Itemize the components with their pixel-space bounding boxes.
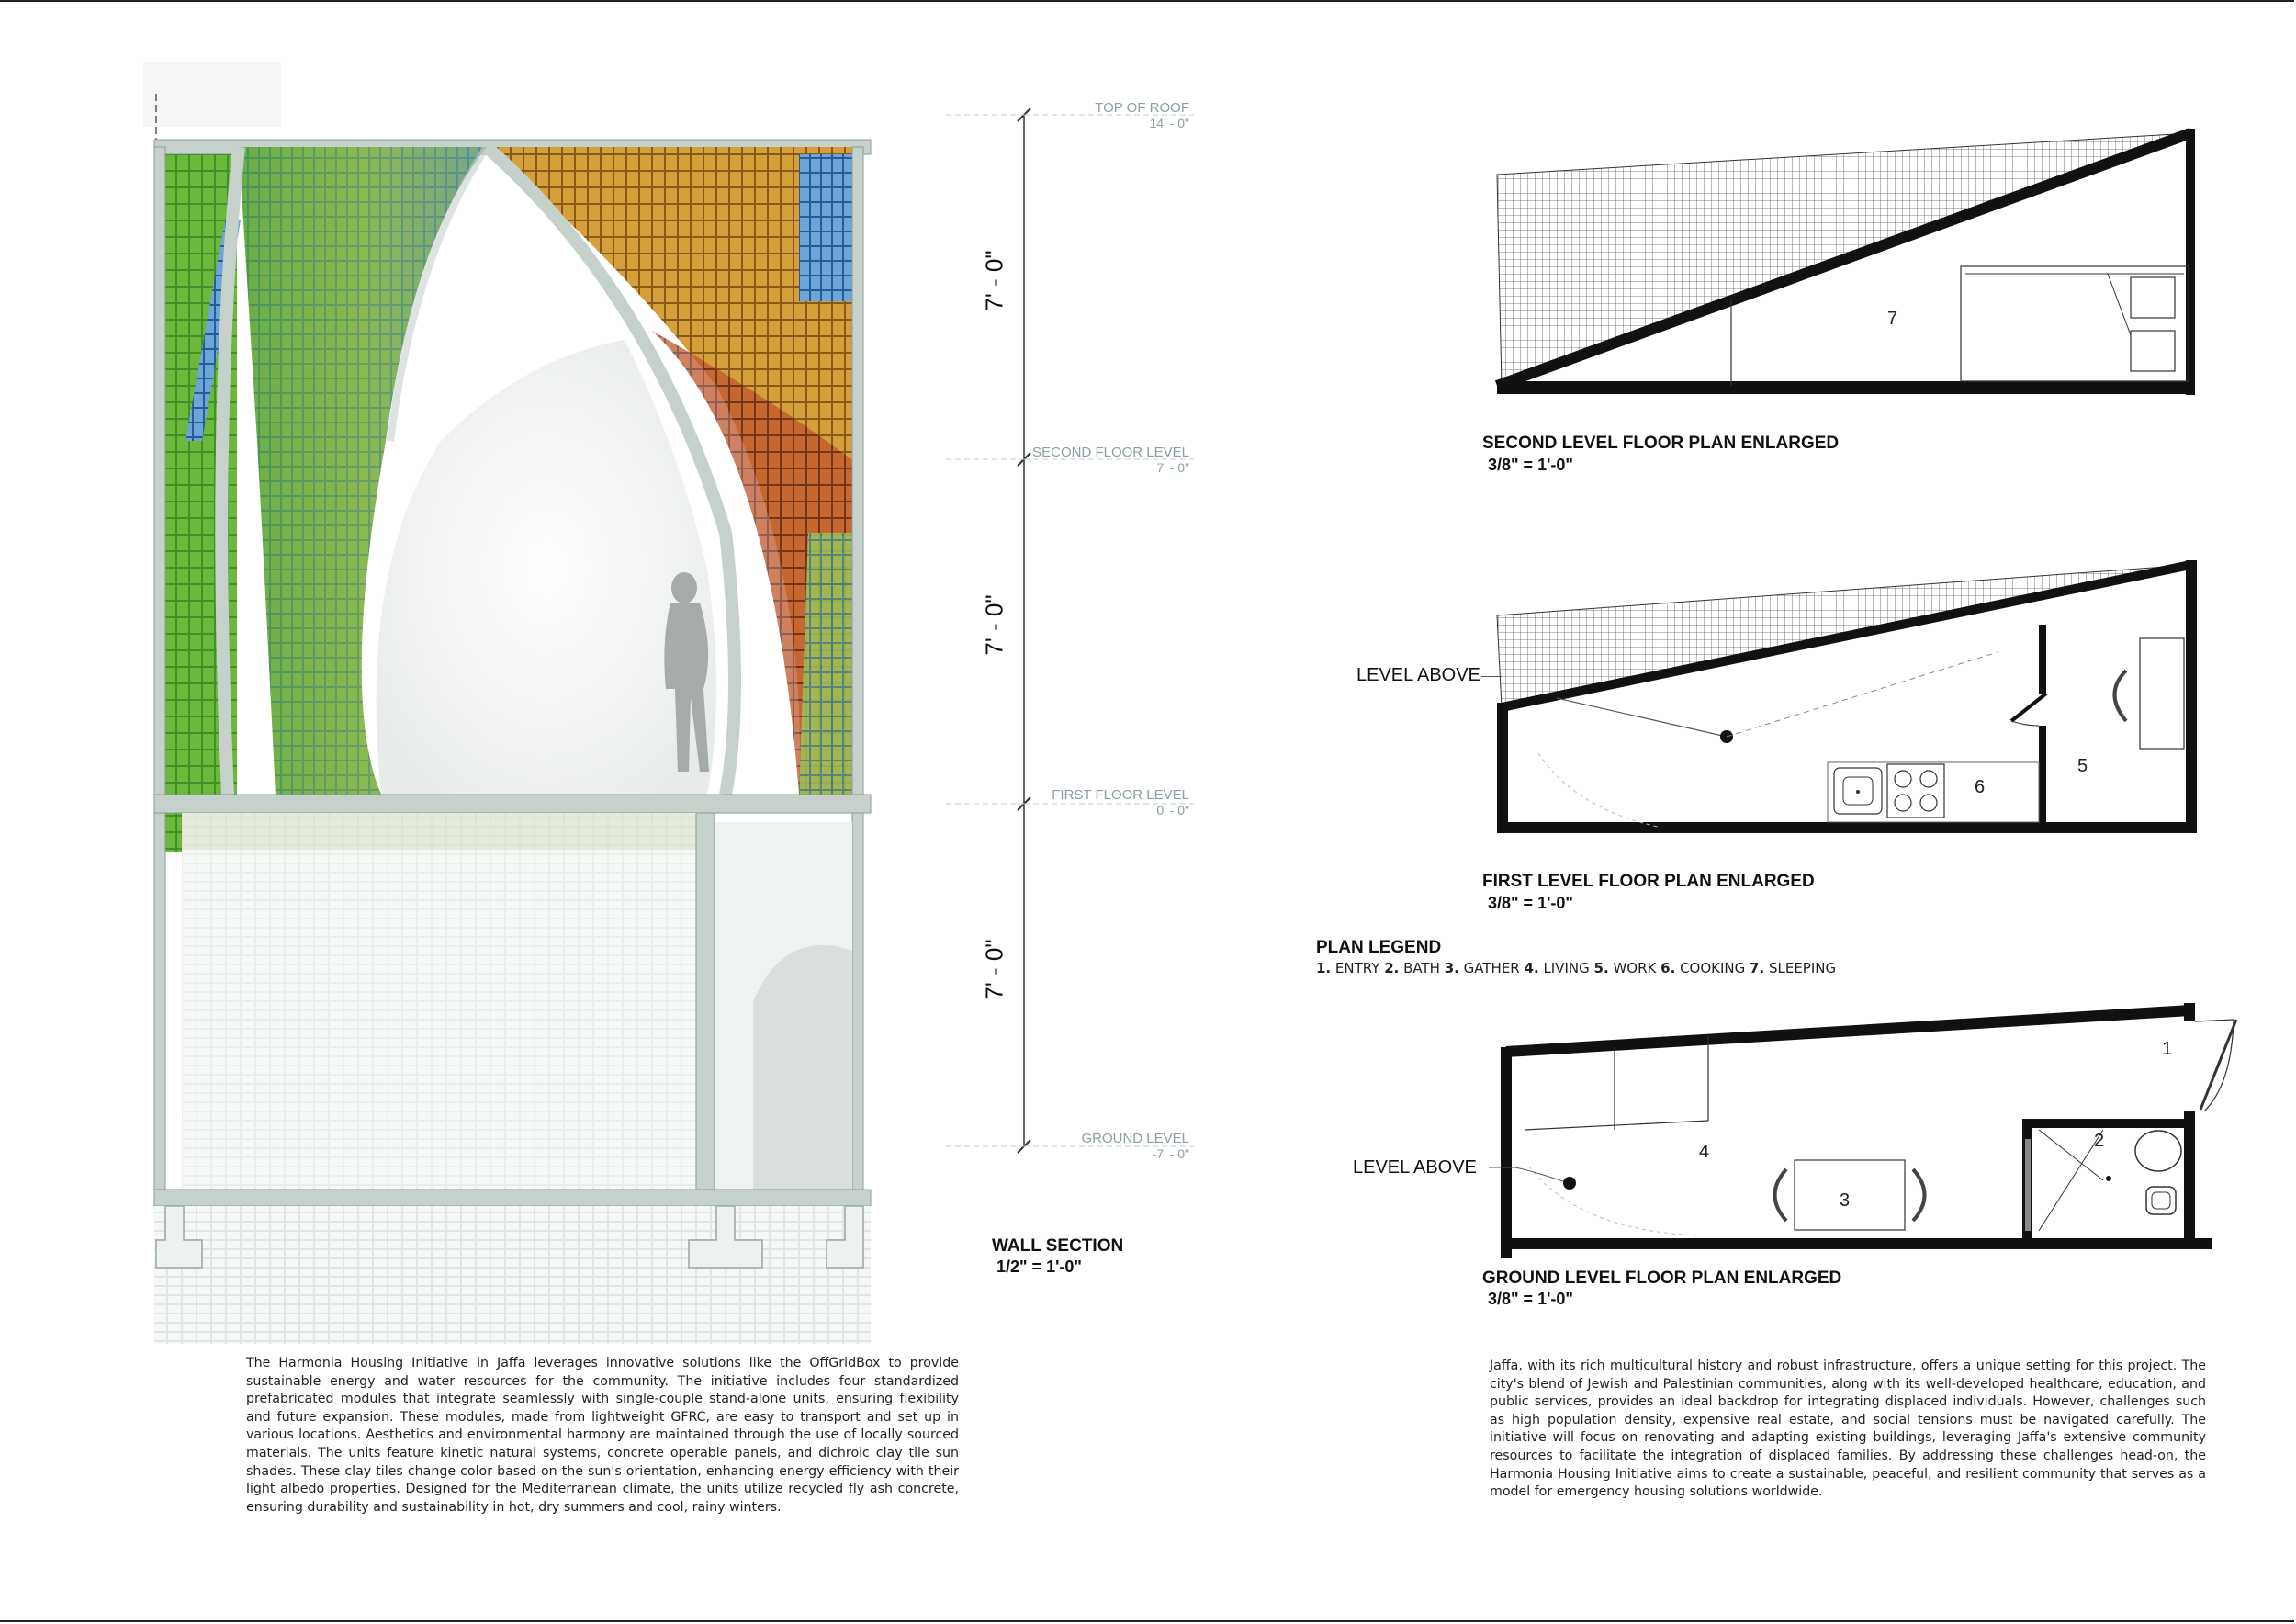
room-3-label: 3 <box>1840 1190 1851 1211</box>
first-plan-title: FIRST LEVEL FLOOR PLAN ENLARGED <box>1482 872 1815 891</box>
plan-legend-title: PLAN LEGEND <box>1316 938 1442 957</box>
plan-legend-items: 1. ENTRY 2. BATH 3. GATHER 4. LIVING 5. WORK 6. COOKING 7. SLEEPING <box>1316 960 1837 976</box>
room-7-label: 7 <box>1887 309 1898 329</box>
first-level-plan <box>1483 551 2209 845</box>
level-ground: GROUND LEVEL -7' - 0" <box>1081 1131 1189 1161</box>
level-top-of-roof: TOP OF ROOF 14' - 0" <box>1095 100 1189 130</box>
room-1-label: 1 <box>2162 1039 2173 1059</box>
wall-section-illustration <box>138 55 964 1359</box>
room-2-label: 2 <box>2094 1131 2105 1151</box>
ground-level-above-callout: LEVEL ABOVE <box>1353 1157 1477 1178</box>
right-description: Jaffa, with its rich multicultural history and robust infrastructure, offers a unique setting for this project. The city's blend of Jewish and Palestinian communities, along with its well-developed healthcare, education, and public services, provides an ideal backdrop for integrating displaced individuals. However, challenges such as high population density, expensive real estate, and social tensions must be navigated carefully. The initiative will focus on renovating and adapting existing buildings, leveraging Jaffa's extensive community resources to facilitate the integration of displaced families. By addressing these challenges head-on, the Harmonia Housing Initiative aims to create a sustainable, peaceful, and resilient community that serves as a model for emergency housing solutions worldwide. <box>1490 1359 2206 1500</box>
wall-section-title: WALL SECTION <box>992 1236 1124 1256</box>
dimension-lower: 7' - 0" <box>980 939 1008 1000</box>
second-plan-title: SECOND LEVEL FLOOR PLAN ENLARGED <box>1482 434 1840 453</box>
second-level-plan <box>1483 119 2209 404</box>
first-callout-leader <box>1481 676 1502 677</box>
first-plan-scale: 3/8" = 1'-0" <box>1488 894 1573 912</box>
ground-level-plan <box>1488 983 2241 1258</box>
second-plan-scale: 3/8" = 1'-0" <box>1488 456 1573 474</box>
room-6-label: 6 <box>1975 777 1986 797</box>
level-first-floor: FIRST FLOOR LEVEL 0' - 0" <box>1052 787 1189 818</box>
left-description: The Harmonia Housing Initiative in Jaffa leverages innovative solutions like the OffGridBox to provide sustainable energy and water resources for the community. The initiative includes four standardized prefabricated modules that integrate seamlessly with single-couple stand-alone units, ensuring flexibility and future expansion. These modules, made from lightweight GFRC, are easy to transport and set up in various locations. Aesthetics and environmental harmony are maintained through the use of locally sourced materials. The units feature kinetic natural systems, concrete operable panels, and dichroic clay tile sun shades. These clay tiles change color based on the sun's orientation, enhancing energy efficiency with their light albedo properties. Designed for the Mediterranean climate, the units utilize recycled fly ash concrete, ensuring durability and sustainability in hot, dry summers and cool, rainy winters. <box>246 1356 959 1515</box>
wall-section-scale: 1/2" = 1'-0" <box>996 1257 1082 1276</box>
ground-plan-scale: 3/8" = 1'-0" <box>1488 1290 1573 1308</box>
first-level-above-callout: LEVEL ABOVE <box>1356 665 1480 685</box>
room-5-label: 5 <box>2077 756 2088 776</box>
dimension-upper: 7' - 0" <box>980 250 1008 311</box>
ground-plan-title: GROUND LEVEL FLOOR PLAN ENLARGED <box>1482 1269 1842 1288</box>
dimension-middle: 7' - 0" <box>980 594 1008 656</box>
level-second-floor: SECOND FLOOR LEVEL 7' - 0" <box>1032 445 1189 475</box>
room-4-label: 4 <box>1699 1142 1710 1162</box>
